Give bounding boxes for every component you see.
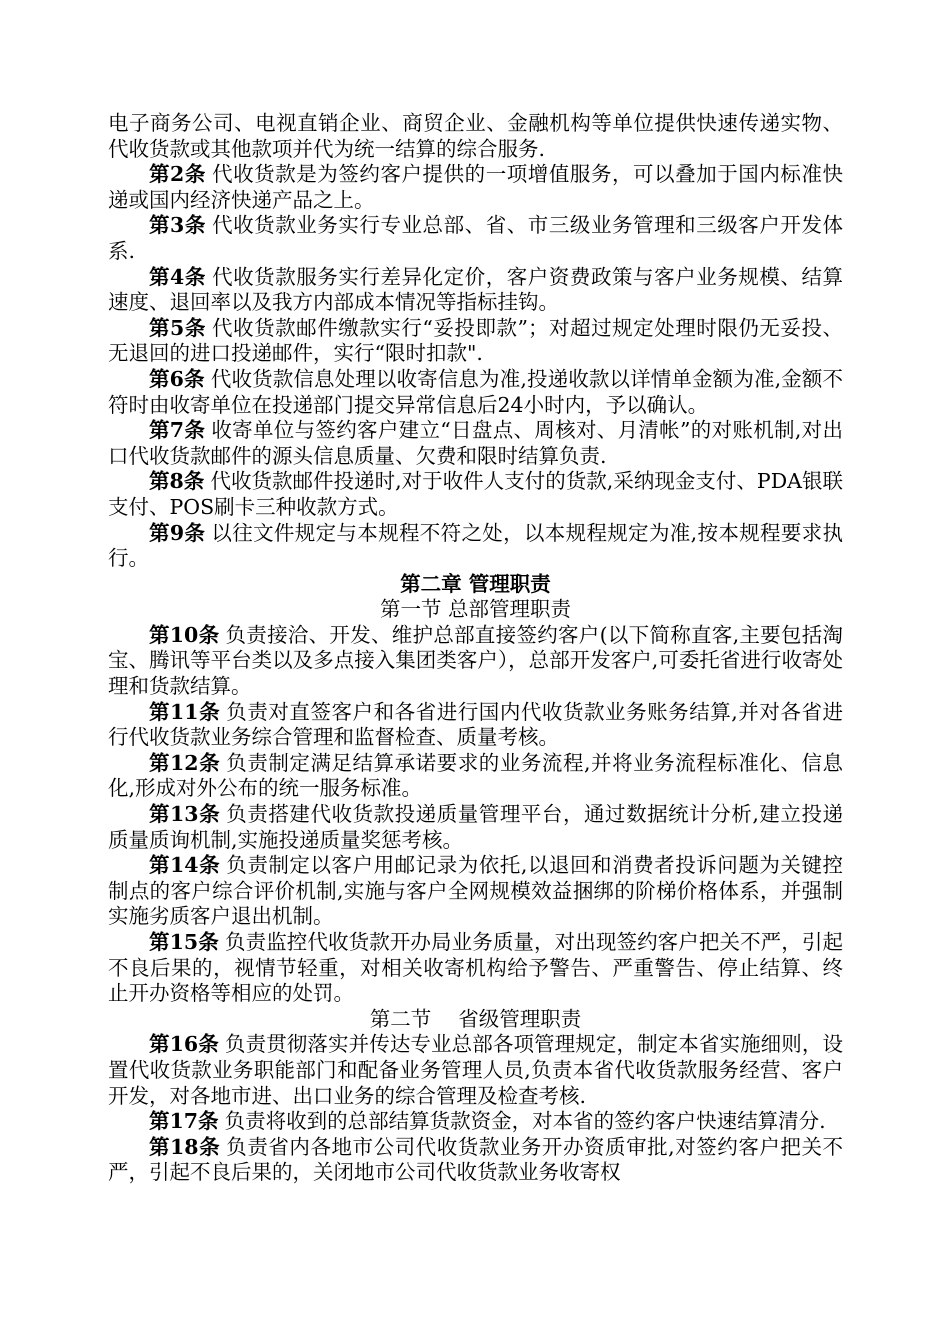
article-text: 负责对直签客户和各省进行国内代收货款业务账务结算,并对各省进行代收货款业务综合管理和监督检查、质量考核。 bbox=[108, 699, 844, 750]
article-10 bbox=[108, 623, 843, 700]
article-text: 以往文件规定与本规程不符之处，以本规程规定为准,按本规程要求执行。 bbox=[108, 520, 844, 571]
article-number: 第2条 bbox=[149, 162, 206, 187]
article-7 bbox=[108, 418, 843, 469]
article-17 bbox=[108, 1109, 843, 1135]
article-text: 负责贯彻落实并传达专业总部各项管理规定，制定本省实施细则，设置代收货款业务职能部门和配备业务管理人员,负责本省代收货款服务经营、客户开发，对各地市进、出口业务的综合管理及检查考核. bbox=[108, 1032, 843, 1108]
article-text: 代收货款服务实行差异化定价，客户资费政策与客户业务规模、结算速度、退回率以及我方内部成本情况等指标挂钩。 bbox=[108, 264, 844, 315]
article-number: 第3条 bbox=[149, 213, 206, 238]
article-number: 第14条 bbox=[149, 853, 221, 878]
article-number: 第11条 bbox=[149, 699, 221, 724]
article-text: 代收货款是为签约客户提供的一项增值服务，可以叠加于国内标准快递或国内经济快递产品之上。 bbox=[108, 162, 844, 212]
article-number: 第4条 bbox=[149, 264, 206, 289]
article-text: 代收货款邮件投递时,对于收件人支付的货款,采纳现金支付、PDA银联支付、POS刷卡三种收款方式。 bbox=[108, 469, 843, 519]
article-text: 代收货款信息处理以收寄信息为准,投递收款以详情单金额为准,金额不符时由收寄单位在投递部门提交异常信息后24小时内，予以确认。 bbox=[108, 366, 844, 417]
article-number: 第16条 bbox=[149, 1032, 219, 1057]
article-number: 第12条 bbox=[149, 750, 221, 775]
article-6 bbox=[108, 367, 843, 418]
article-11 bbox=[108, 700, 843, 751]
article-3 bbox=[108, 213, 843, 264]
article-number: 第18条 bbox=[149, 1134, 221, 1159]
article-15 bbox=[108, 930, 843, 1007]
section-heading-2: 第二节 省级管理职责 bbox=[369, 1006, 582, 1031]
article-12 bbox=[108, 751, 843, 802]
article-number: 第17条 bbox=[149, 1109, 219, 1134]
article-18 bbox=[108, 1135, 843, 1186]
article-text: 负责接洽、开发、维护总部直接签约客户(以下简称直客,主要包括淘宝、腾讯等平台类以及多点接入集团类客户），总部开发客户,可委托省进行收寄处理和货款结算。 bbox=[108, 622, 843, 699]
document-page bbox=[108, 111, 843, 1186]
article-text: 负责制定满足结算承诺要求的业务流程,并将业务流程标准化、信息化,形成对外公布的统一服务标准。 bbox=[108, 750, 844, 801]
article-text: 负责省内各地市公司代收货款业务开办资质审批,对签约客户把关不严，引起不良后果的，关闭地市公司代收货款业务收寄权 bbox=[108, 1134, 844, 1185]
article-text: 负责将收到的总部结算货款资金，对本省的签约客户快速结算清分. bbox=[224, 1109, 826, 1134]
article-text: 收寄单位与签约客户建立“日盘点、周核对、月清帐”的对账机制,对出口代收货款邮件的源头信息质量、欠费和限时结算负责. bbox=[108, 418, 843, 468]
article-9 bbox=[108, 521, 843, 572]
article-text: 代收货款业务实行专业总部、省、市三级业务管理和三级客户开发体系. bbox=[108, 213, 844, 263]
article-number: 第8条 bbox=[149, 469, 205, 494]
paragraph-continuation: 电子商务公司、电视直销企业、商贸企业、金融机构等单位提供快速传递实物、代收货款或其他款项并代为统一结算的综合服务. bbox=[108, 111, 843, 161]
article-16 bbox=[108, 1032, 843, 1109]
article-text: 负责制定以客户用邮记录为依托,以退回和消费者投诉问题为关键控制点的客户综合评价机制,实施与客户全网规模效益捆绑的阶梯价格体系，并强制实施劣质客户退出机制。 bbox=[108, 853, 844, 929]
article-2 bbox=[108, 162, 843, 213]
article-number: 第6条 bbox=[149, 366, 205, 391]
section-heading-1: 第一节 总部管理职责 bbox=[379, 597, 572, 622]
article-number: 第9条 bbox=[149, 520, 206, 545]
article-5 bbox=[108, 316, 843, 367]
chapter-heading: 第二章 管理职责 bbox=[400, 571, 551, 596]
article-8 bbox=[108, 469, 843, 520]
article-number: 第10条 bbox=[149, 622, 220, 647]
article-text: 负责搭建代收货款投递质量管理平台，通过数据统计分析,建立投递质量质询机制,实施投递质量奖惩考核。 bbox=[108, 802, 844, 852]
article-number: 第15条 bbox=[149, 930, 219, 954]
article-text: 负责监控代收货款开办局业务质量，对出现签约客户把关不严，引起不良后果的，视情节轻重，对相关收寄机构给予警告、严重警告、停止结算、终止开办资格等相应的处罚。 bbox=[108, 930, 843, 1006]
article-number: 第7条 bbox=[149, 418, 206, 443]
article-14 bbox=[108, 853, 843, 930]
article-number: 第13条 bbox=[149, 802, 221, 827]
article-text: 代收货款邮件缴款实行“妥投即款”；对超过规定处理时限仍无妥投、无退回的进口投递邮件，实行“限时扣款". bbox=[108, 315, 843, 366]
article-13 bbox=[108, 802, 843, 853]
article-number: 第5条 bbox=[149, 315, 206, 340]
article-4 bbox=[108, 265, 843, 316]
